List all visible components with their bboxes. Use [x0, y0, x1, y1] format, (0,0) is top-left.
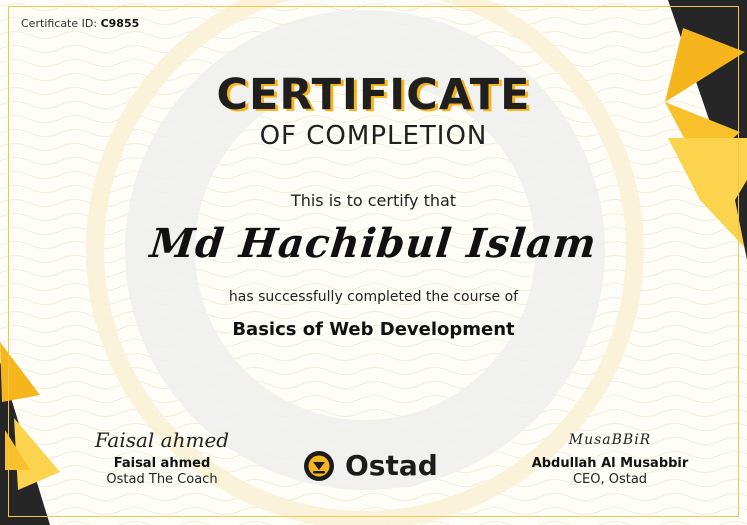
ostad-logo — [303, 448, 453, 484]
signatory-left-name: Faisal ahmed — [113, 456, 211, 471]
certificate-subtitle: OF COMPLETION — [259, 121, 488, 151]
completion-text: has successfully completed the course of — [228, 289, 519, 305]
certificate-title: CERTIFICATE — [216, 70, 531, 120]
signatory-right-name: Abdullah Al Musabbir — [531, 456, 689, 471]
ostad-logo-text: Ostad — [345, 449, 438, 482]
signatory-right — [510, 424, 710, 487]
ostad-logo-icon — [303, 450, 335, 482]
certificate-id-label: Certificate ID: — [21, 17, 98, 30]
certificate-id-value: C9855 — [100, 17, 140, 30]
signature-right: MusaBBiR — [568, 432, 652, 448]
signatory-right-role: CEO, Ostad — [572, 472, 648, 487]
course-name: Basics of Web Development — [232, 319, 515, 340]
certify-text: This is to certify that — [290, 191, 457, 210]
recipient-name: Md Hachibul Islam — [147, 220, 600, 267]
signature-left: Faisal ahmed — [94, 428, 230, 452]
certificate-id — [21, 17, 139, 30]
signatory-left — [62, 424, 262, 487]
signatory-left-role: Ostad The Coach — [106, 472, 218, 487]
